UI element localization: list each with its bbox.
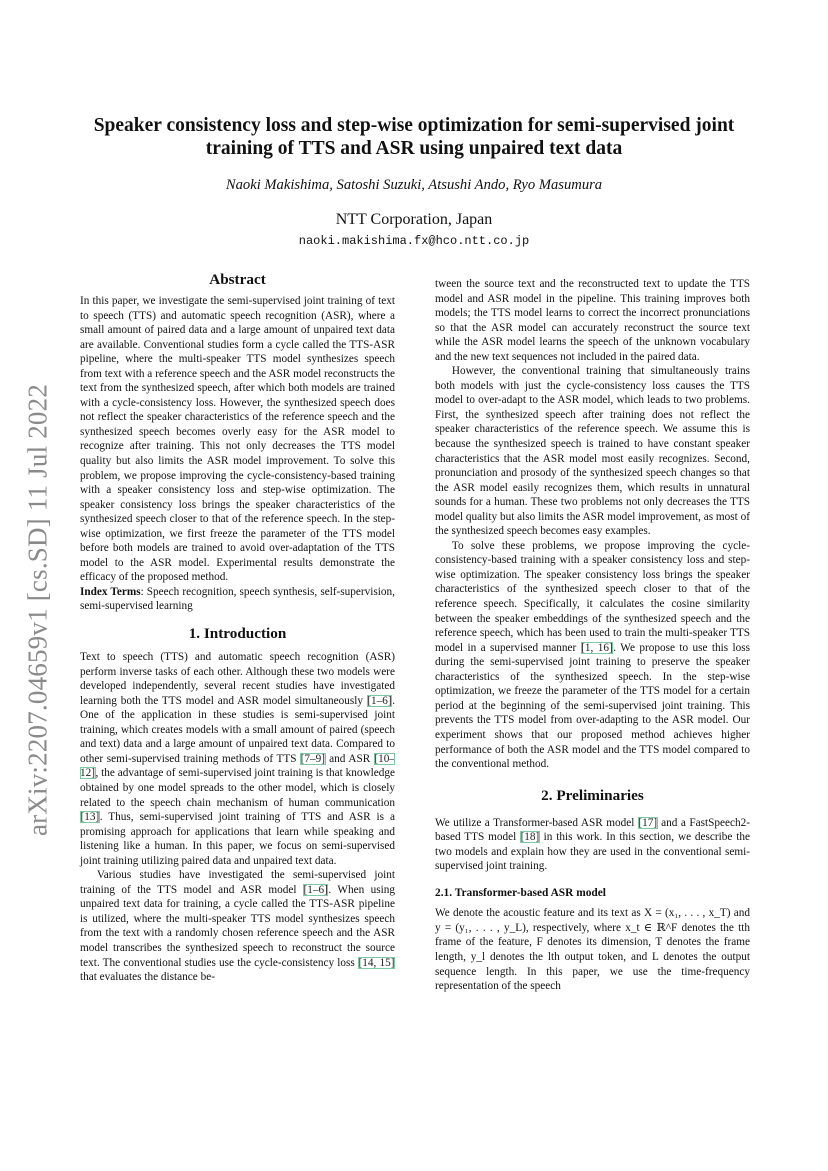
index-terms bbox=[80, 585, 395, 614]
index-terms-text: : Speech recognition, speech synthesis, self-supervision, semi-supervised learning bbox=[80, 585, 395, 613]
left-column bbox=[80, 270, 395, 985]
paper-title: Speaker consistency loss and step-wise optimization for semi-supervised joint training of TTS and ASR using unpaired text data bbox=[93, 115, 735, 160]
paper-email: naoki.makishima.fx@hco.ntt.co.jp bbox=[298, 234, 530, 248]
preliminaries-paragraph: We utilize a Transformer-based ASR model [17] and a FastSpeech2-based TTS model [18] in this work. In this section, we describe the two models and explain how they are used in the conventional semi-supervised joint training. bbox=[435, 816, 750, 873]
asr-subsection-paragraph: We denote the acoustic feature and its text as X = (x₁, . . . , x_T) and y = (y₁, . . . , y_L), respectively, where x_t ∈ ℝ^F denotes the tth frame of the feature, F denotes its dimension, T denotes the frame length, y_l denotes the lth output token, and L denotes the output sequence length. In this paper, we use the time-frequency representation of the speech bbox=[435, 907, 750, 993]
citation-link[interactable]: [17] bbox=[638, 816, 658, 829]
arxiv-stamp bbox=[18, 375, 58, 845]
citation-link[interactable]: [1–6] bbox=[303, 883, 328, 896]
intro-paragraph-2: Various studies have investigated the semi-supervised joint training of the TTS model and ASR model [1–6]. When using unpaired text data for training, a cycle called the TTS-ASR pipeline is utilized, where the multi-speaker TTS model synthesizes speech from the text with a randomly chosen reference speech and the ASR model transcribes the synthesized speech to reconstruct the source text. The conventional studies use the cycle-consistency loss [14, 15] that evaluates the distance be- bbox=[80, 869, 395, 984]
preliminaries-heading: 2. Preliminaries bbox=[541, 786, 644, 804]
abstract-heading: Abstract bbox=[209, 271, 266, 288]
intro-paragraph-4: However, the conventional training that simultaneously trains both models with just the cycle-consistency loss causes the TTS model to over-adapt to the ASR model, which leads to two problems. First, the synthesized speech after training does not reflect the speaker characteristics of the reference speech. We assume this is because the synthesized speech is trained to have constant speaker characteristics that the ASR model most easily recognizes. Second, pronunciation and prosody of the synthesized speech changes so that the ASR model easily recognizes them, which results in unnatural sounds for a human. These two problems not only decreases the TTS model quality but also limits the ASR model improvement, as most of the synthesized speech becomes easy examples. bbox=[435, 365, 750, 538]
index-terms-label: Index Terms bbox=[80, 585, 141, 598]
right-column bbox=[435, 277, 750, 994]
intro-paragraph-1: Text to speech (TTS) and automatic speech recognition (ASR) perform inverse tasks of each other. Although these two models were developed independently, several recent studies have investigated learning both the TTS model and ASR model simultaneously [1–6]. One of the application in these studies is semi-supervised joint training, which creates models with a small amount of paired (speech and text) data and a large amount of unpaired text data. Compared to other semi-supervised training methods of TTS [7–9] and ASR [10–12], the advantage of semi-supervised joint training is that knowledge obtained by one model spreads to the other model, which is closely related to the speech chain mechanism of human communication [13]. Thus, semi-supervised joint training of TTS and ASR is a promising approach for applications that learn while speaking and listening like a human. In this paper, we focus on semi-supervised joint training utilizing paired data and unpaired text data. bbox=[80, 651, 395, 867]
citation-link[interactable]: [14, 15] bbox=[358, 956, 395, 969]
arxiv-stamp-text: arXiv:2207.04659v1 [cs.SD] 11 Jul 2022 bbox=[22, 383, 53, 837]
citation-link[interactable]: [7–9] bbox=[300, 752, 326, 765]
citation-link[interactable]: [1–6] bbox=[367, 694, 392, 707]
intro-heading: 1. Introduction bbox=[188, 625, 287, 643]
paper-authors: Naoki Makishima, Satoshi Suzuki, Atsushi Ando, Ryo Masumura bbox=[225, 177, 603, 193]
intro-paragraph-3: tween the source text and the reconstructed text to update the TTS model and ASR model in the pipeline. This training improves both models; the TTS model learns to correct the incorrect pronunciations so that the ASR model can accurately reconstruct the source text while the ASR model learns the speech of the unknown vocabulary and the new text sequences not included in the paired data. bbox=[435, 278, 750, 363]
citation-link[interactable]: [1, 16] bbox=[581, 641, 613, 654]
paper-affiliation: NTT Corporation, Japan bbox=[335, 211, 493, 228]
citation-link[interactable]: [10–12] bbox=[80, 752, 395, 780]
intro-paragraph-5: To solve these problems, we propose improving the cycle-consistency-based training with a speaker consistency loss and step-wise optimization. The speaker consistency loss brings the speaker characteristics of the synthesized speech closer to that of the reference speech. Specifically, it calculates the cosine similarity between the speaker embeddings of the synthesized speech and the reference speech, which has been used to train the multi-speaker TTS model in a supervised manner [1, 16]. We propose to use this loss during the semi-supervised joint training to preserve the speaker characteristics of the synthesized speech. In the step-wise optimization, we freeze the parameter of the TTS model for a certain period at the beginning of the semi-supervised joint training. This prevents the TTS model from over-adapting to the ASR model. Our experiment shows that our proposed method achieves higher performance of both the ASR model and the TTS model compared to the conventional method. bbox=[435, 539, 751, 771]
asr-subsection-heading: 2.1. Transformer-based ASR model bbox=[435, 886, 606, 899]
citation-link[interactable]: [18] bbox=[520, 831, 540, 844]
citation-link[interactable]: [13] bbox=[80, 811, 100, 824]
abstract-text: In this paper, we investigate the semi-supervised joint training of text to speech (TTS) and automatic speech recognition (ASR), where a small amount of paired data and a large amount of unpaired text data are available. Conventional studies form a cycle called the TTS-ASR pipeline, where the multi-speaker TTS model synthesizes speech from text with a reference speech and the ASR model reconstructs the text from the synthesized speech, after which both models are trained with a cycle-consistency loss. However, the synthesized speech does not reflect the speaker characteristics of the reference speech and the synthesized speech becomes overly easy for the ASR model to recognize after training. This not only decreases the TTS model quality but also limits the ASR model improvement. To solve this problem, we propose improving the cycle-consistency-based training with a speaker consistency loss and step-wise optimization. The speaker consistency loss brings the speaker characteristics of the synthesized speech closer to that of the reference speech. In the step-wise optimization, we first freeze the parameter of the TTS model before both models are trained to avoid over-adaptation of the TTS model to the ASR model. Experimental results demonstrate the efficacy of the proposed method. bbox=[80, 295, 395, 584]
